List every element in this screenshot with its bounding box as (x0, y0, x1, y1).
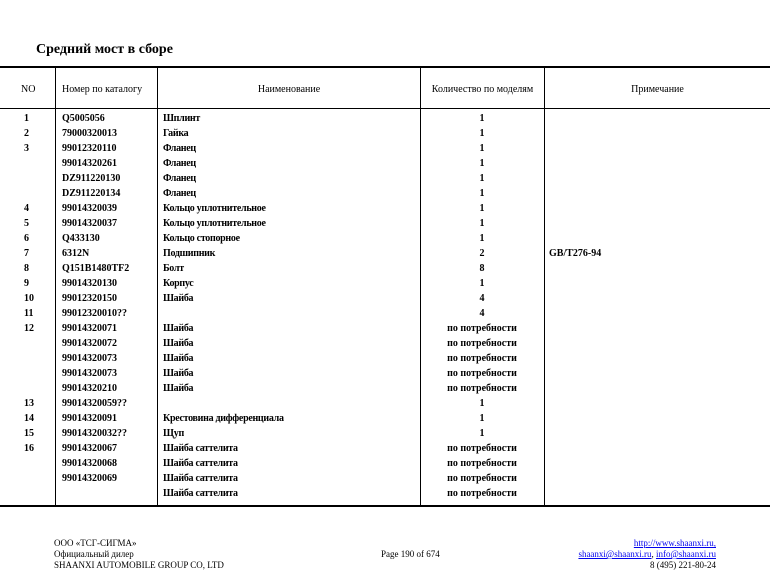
row-number: 7 (24, 248, 29, 259)
quantity: по потребности (447, 323, 517, 334)
footer-dealer: Официальный дилер (54, 549, 134, 559)
part-name: Кольцо стопорное (163, 233, 240, 244)
quantity: 1 (479, 173, 485, 184)
quantity: 1 (479, 278, 485, 289)
part-name: Кольцо уплотнительное (163, 218, 266, 229)
quantity: по потребности (447, 368, 517, 379)
catalog-number: 99014320130 (62, 278, 117, 289)
row-number: 10 (24, 293, 34, 304)
table-row (0, 127, 770, 142)
footer-phone: 8 (495) 221-80-24 (650, 560, 716, 570)
table-row (0, 157, 770, 172)
part-name: Шайба (163, 293, 194, 304)
row-number: 3 (24, 143, 29, 154)
part-name: Щуп (163, 428, 184, 439)
quantity: по потребности (447, 488, 517, 499)
header-qty: Количество по моделям (431, 84, 534, 95)
catalog-number: 79000320013 (62, 128, 117, 139)
footer-site-link[interactable]: http://www.shaanxi.ru, (633, 538, 716, 548)
quantity: 1 (479, 188, 485, 199)
footer-page-number: Page 190 of 674 (381, 549, 440, 559)
quantity: 1 (479, 143, 485, 154)
row-number: 14 (24, 413, 34, 424)
table-row (0, 472, 770, 487)
quantity: 1 (479, 233, 485, 244)
header-separator (0, 108, 770, 109)
catalog-number: 99014320067 (62, 443, 117, 454)
catalog-number: Q433130 (62, 233, 100, 244)
part-name: Шайба саттелита (163, 458, 238, 469)
catalog-number: 99012320010?? (62, 308, 127, 319)
catalog-number: 99012320110 (62, 143, 117, 154)
row-number: 12 (24, 323, 34, 334)
catalog-number: DZ911220134 (62, 188, 121, 199)
table-row (0, 352, 770, 367)
table-row (0, 232, 770, 247)
catalog-number: 6312N (62, 248, 90, 259)
table-row (0, 277, 770, 292)
row-number: 1 (24, 113, 29, 124)
table-bottom-border (0, 505, 770, 507)
quantity: по потребности (447, 338, 517, 349)
header-name: Наименование (257, 84, 321, 95)
quantity: 1 (479, 203, 485, 214)
part-name: Шайба саттелита (163, 473, 238, 484)
row-number: 13 (24, 398, 34, 409)
quantity: по потребности (447, 383, 517, 394)
catalog-number: Q151B1480TF2 (62, 263, 130, 274)
part-name: Подшипник (163, 248, 216, 259)
part-name: Корпус (163, 278, 194, 289)
part-name: Фланец (163, 173, 196, 184)
table-row (0, 247, 770, 262)
part-name: Шплинт (163, 113, 200, 124)
header-note: Примечание (631, 84, 684, 95)
parts-table-body (0, 112, 770, 502)
catalog-number: 99014320068 (62, 458, 117, 469)
catalog-number: 99014320071 (62, 323, 117, 334)
quantity: 1 (479, 113, 485, 124)
row-number: 4 (24, 203, 29, 214)
quantity: 2 (479, 248, 485, 259)
row-number: 16 (24, 443, 34, 454)
table-row (0, 322, 770, 337)
catalog-number: 99014320032?? (62, 428, 127, 439)
part-name: Шайба (163, 338, 194, 349)
quantity: 4 (479, 293, 485, 304)
table-top-border (0, 66, 770, 68)
footer-right (578, 538, 716, 571)
quantity: 1 (479, 398, 485, 409)
row-number: 15 (24, 428, 34, 439)
header-catalog: Номер по каталогу (62, 84, 143, 95)
part-name: Шайба саттелита (163, 443, 238, 454)
part-name: Кольцо уплотнительное (163, 203, 266, 214)
quantity: 1 (479, 413, 485, 424)
row-number: 9 (24, 278, 29, 289)
part-name: Фланец (163, 158, 196, 169)
table-row (0, 202, 770, 217)
catalog-number: 99014320261 (62, 158, 117, 169)
part-name: Шайба (163, 368, 194, 379)
note: GB/T276-94 (549, 248, 602, 259)
catalog-number: 99014320037 (62, 218, 117, 229)
table-row (0, 442, 770, 457)
quantity: по потребности (447, 353, 517, 364)
catalog-number: 99014320073 (62, 368, 117, 379)
catalog-number: DZ911220130 (62, 173, 121, 184)
table-row (0, 187, 770, 202)
catalog-number: 99014320072 (62, 338, 117, 349)
table-row (0, 142, 770, 157)
catalog-number: 99014320039 (62, 203, 117, 214)
row-number: 2 (24, 128, 29, 139)
table-row (0, 307, 770, 322)
footer-email-separator: , (651, 549, 656, 559)
row-number: 6 (24, 233, 29, 244)
table-row (0, 112, 770, 127)
quantity: по потребности (447, 458, 517, 469)
part-name: Шайба (163, 353, 194, 364)
quantity: 1 (479, 428, 485, 439)
table-row (0, 292, 770, 307)
quantity: 4 (479, 308, 485, 319)
table-row (0, 397, 770, 412)
table-row (0, 172, 770, 187)
quantity: 1 (479, 128, 485, 139)
part-name: Шайба саттелита (163, 488, 238, 499)
row-number: 11 (24, 308, 34, 319)
table-row (0, 262, 770, 277)
page-title: Средний мост в сборе (36, 42, 173, 57)
catalog-number: 99014320210 (62, 383, 117, 394)
table-row (0, 367, 770, 382)
table-row (0, 412, 770, 427)
quantity: по потребности (447, 443, 517, 454)
table-row (0, 337, 770, 352)
part-name: Фланец (163, 188, 196, 199)
quantity: 8 (479, 263, 485, 274)
header-no: NO (21, 84, 36, 95)
table-row (0, 382, 770, 397)
catalog-number: Q5005056 (62, 113, 105, 124)
footer-group: SHAANXI AUTOMOBILE GROUP CO, LTD (54, 560, 224, 570)
part-name: Гайка (163, 128, 189, 139)
catalog-number: 99014320073 (62, 353, 117, 364)
table-row (0, 487, 770, 502)
footer-email-link[interactable]: info@shaanxi.ru (655, 549, 716, 559)
catalog-number: 99012320150 (62, 293, 117, 304)
part-name: Болт (163, 263, 184, 274)
catalog-number: 99014320069 (62, 473, 117, 484)
part-name: Крестовина дифференциала (163, 413, 284, 424)
table-row (0, 217, 770, 232)
quantity: 1 (479, 218, 485, 229)
catalog-number: 99014320091 (62, 413, 117, 424)
quantity: 1 (479, 158, 485, 169)
part-name: Шайба (163, 383, 194, 394)
quantity: по потребности (447, 473, 517, 484)
part-name: Шайба (163, 323, 194, 334)
footer-company: ООО «ТСГ-СИГМА» (54, 538, 137, 548)
row-number: 8 (24, 263, 29, 274)
table-row (0, 457, 770, 472)
footer-left (54, 538, 224, 571)
catalog-number: 99014320059?? (62, 398, 127, 409)
table-row (0, 427, 770, 442)
footer-email-link[interactable]: shaanxi@shaanxi.ru (578, 549, 652, 559)
row-number: 5 (24, 218, 29, 229)
part-name: Фланец (163, 143, 196, 154)
